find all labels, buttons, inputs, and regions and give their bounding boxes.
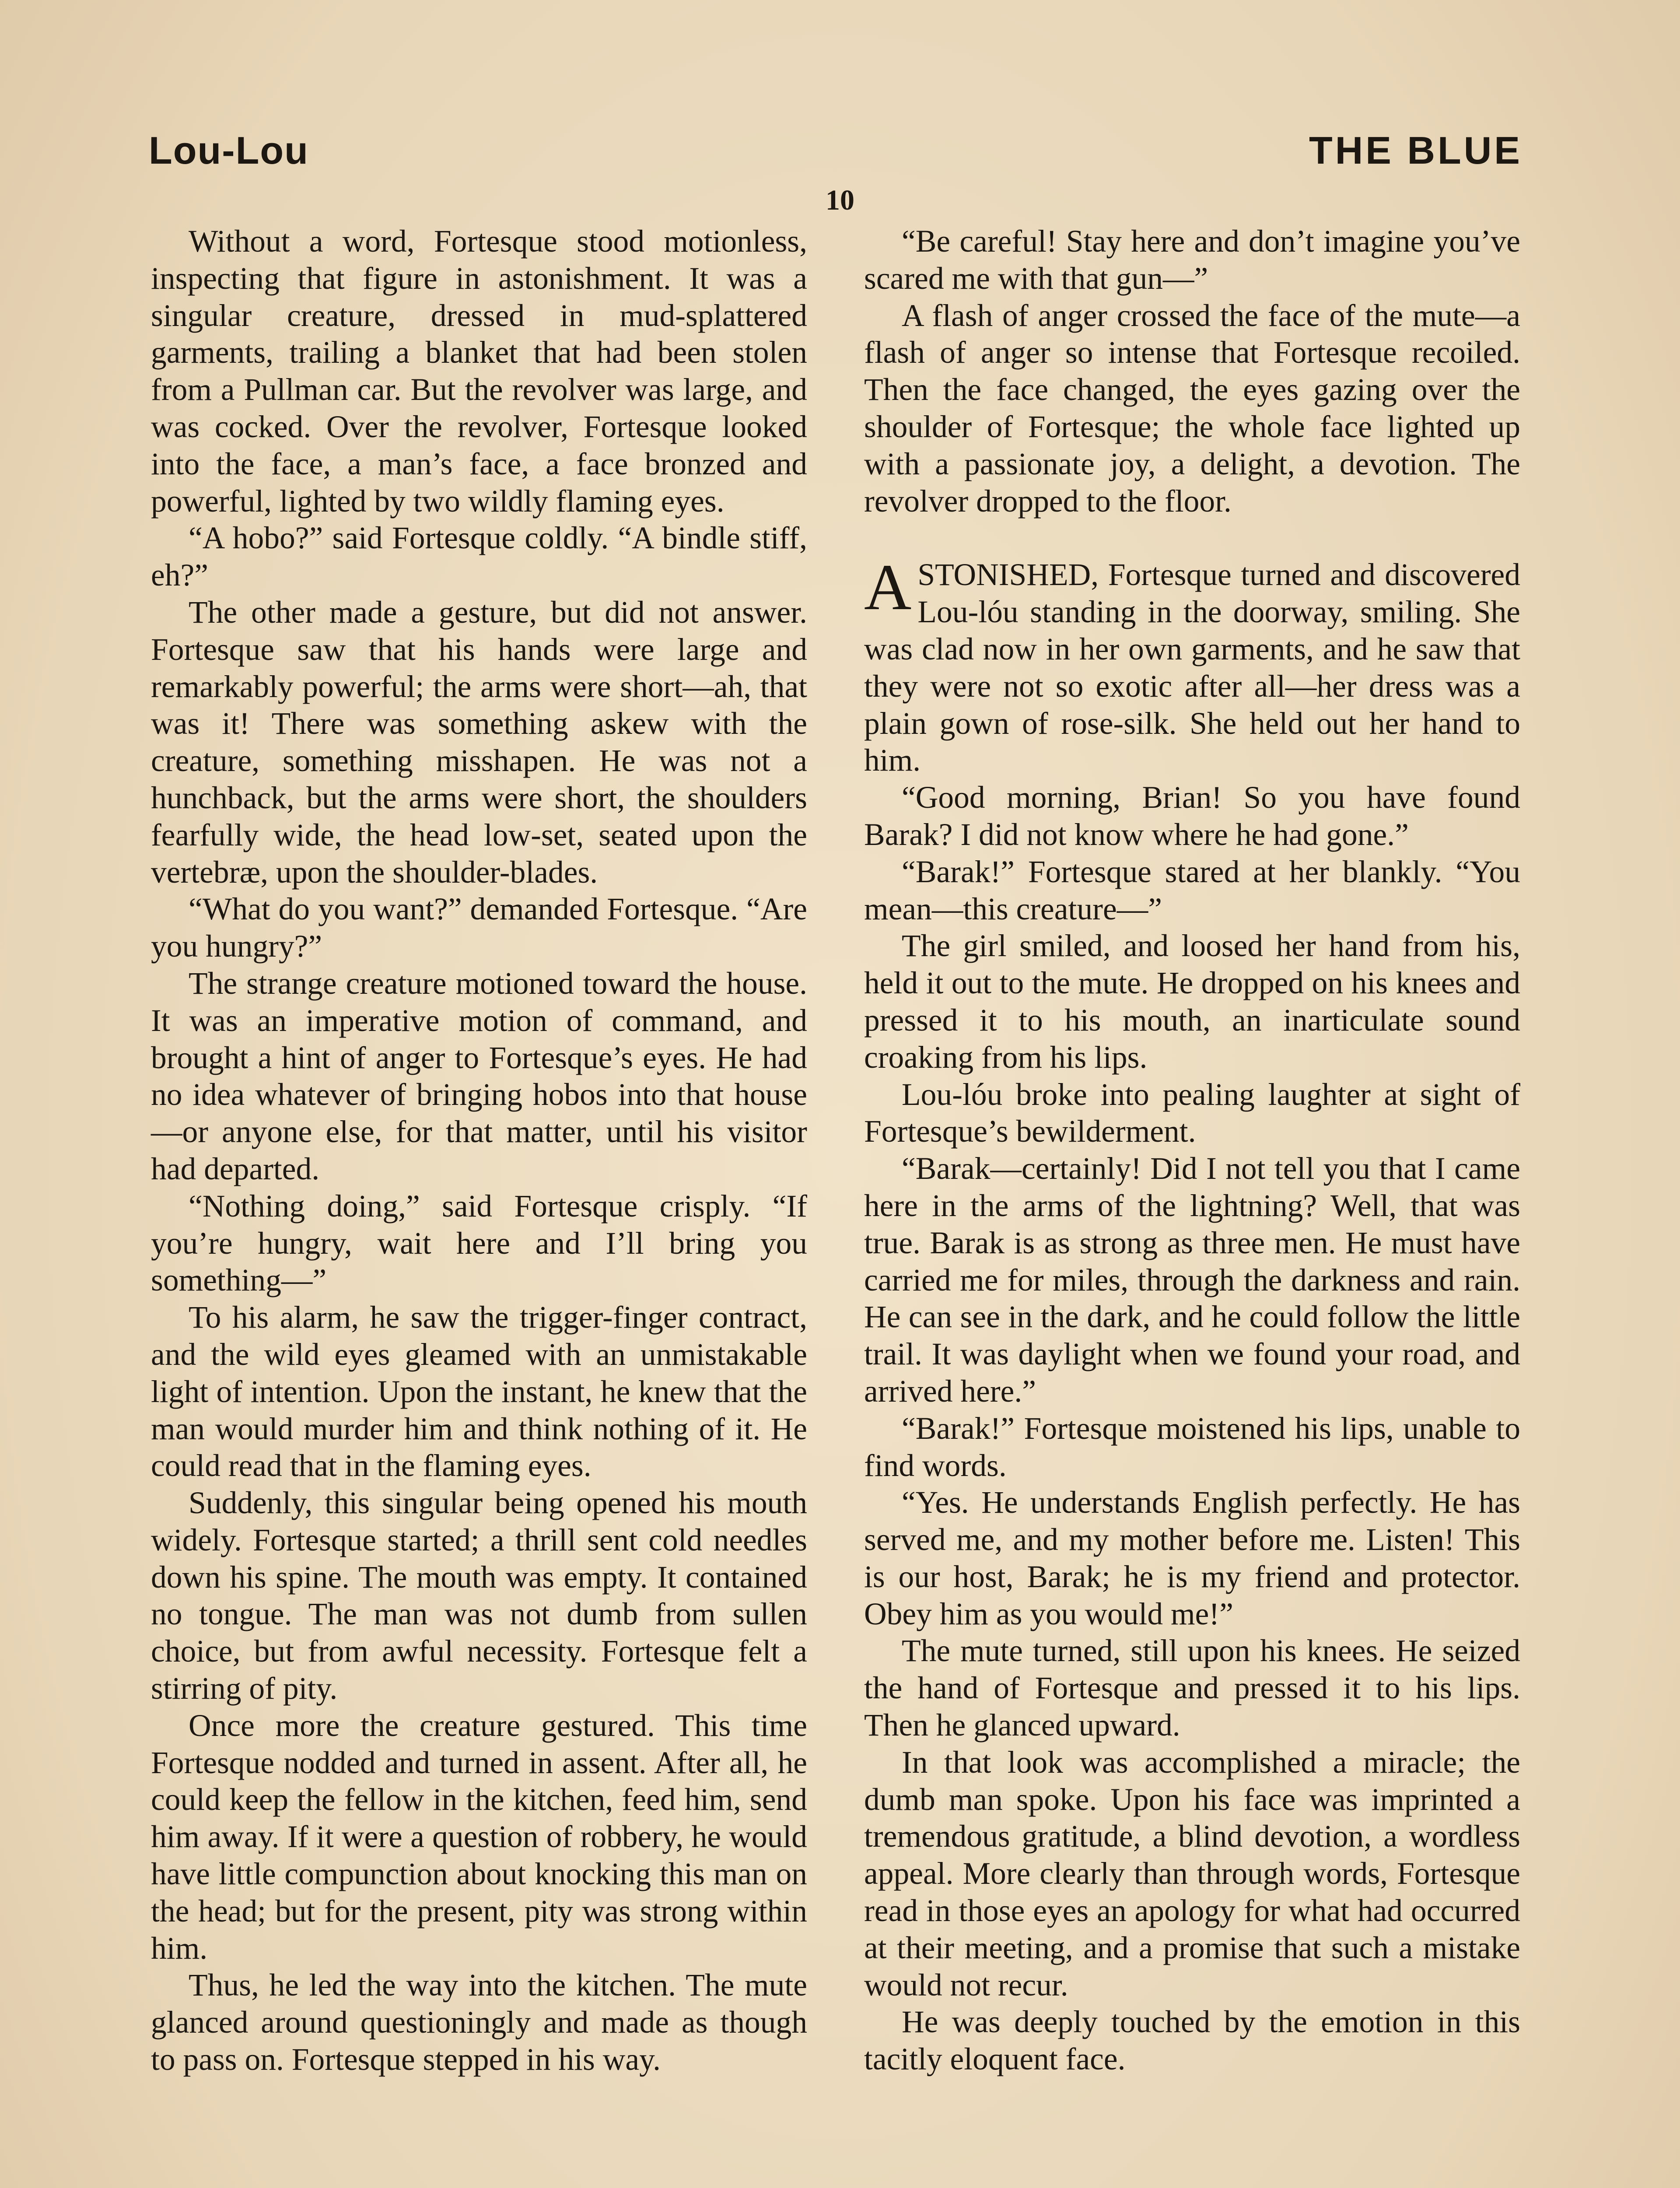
right-text-column — [864, 223, 1520, 2078]
paragraph: “Yes. He understands English perfectly. He has served me, and my mother before me. Listen! This is our host, Barak; he is my friend and protector. Obey him as you would me!” — [864, 1485, 1520, 1631]
paragraph: “Nothing doing,” said Fortesque crisply. “If you’re hungry, wait here and I’ll bring you something—” — [151, 1189, 807, 1298]
section-opening-paragraph — [864, 551, 1520, 779]
paragraph: “Good morning, Brian! So you have found Barak? I did not know where he had gone.” — [864, 780, 1520, 852]
paragraph: “What do you want?” demanded Fortesque. “Are you hungry?” — [151, 892, 807, 964]
paragraph: “A hobo?” said Fortesque coldly. “A bindle stiff, eh?” — [151, 521, 807, 593]
paragraph: The strange creature motioned toward the house. It was an imperative motion of command, and brought a hint of anger to Fortesque’s eyes. He had no idea whatever of bringing hobos into that house—or anyone else, for that matter, until his visitor had departed. — [151, 966, 807, 1186]
paragraph: The girl smiled, and loosed her hand from his, held it out to the mute. He dropped on his knees and pressed it to his mouth, an inarticulate sound croaking from his lips. — [864, 929, 1520, 1075]
drop-cap: A — [864, 551, 912, 624]
paragraph: To his alarm, he saw the trigger-finger contract, and the wild eyes gleamed with an unmistakable light of intention. Upon the instant, he knew that the man would murder him and think nothing of it. He could read that in the flaming eyes. — [151, 1300, 807, 1483]
paragraph: Without a word, Fortesque stood motionless, inspecting that figure in astonishment. It was a singular creature, dressed in mud-splattered garments, trailing a blanket that had been stolen from a Pullman car. But the revolver was large, and was cocked. Over the revolver, Fortesque looked into the face, a man’s face, a face bronzed and powerful, lighted by two wildly flaming eyes. — [151, 224, 807, 519]
paragraph: Once more the creature gestured. This time Fortesque nodded and turned in assent. After all, he could keep the fellow in the kitchen, feed him, send him away. If it were a question of robbery, he would have little compunction about knocking this man on the head; but for the present, pity was strong within him. — [151, 1708, 807, 1966]
paragraph: “Barak—certainly! Did I not tell you that I came here in the arms of the lightning? Well, that was true. Barak is as strong as three men. He must have carried me for miles, through the darkness and rain. He can see in the dark, and he could follow the little trail. It was daylight when we found your road, and arrived here.” — [864, 1151, 1520, 1409]
paragraph: In that look was accomplished a miracle; the dumb man spoke. Upon his face was imprinted a tremendous gratitude, a blind devotion, a wordless appeal. More clearly than through words, Fortesque read in those eyes an apology for what had occurred at their meeting, and a promise that such a mistake would not recur. — [864, 1745, 1520, 2002]
paragraph: The mute turned, still upon his knees. He seized the hand of Fortesque and pressed it to his lips. Then he glanced upward. — [864, 1634, 1520, 1743]
paragraph: “Barak!” Fortesque moistened his lips, unable to find words. — [864, 1411, 1520, 1483]
paragraph: A flash of anger crossed the face of the mute—a flash of anger so intense that Fortesque recoiled. Then the face changed, the eyes gazing over the shoulder of Fortesque; the whole face lighted up with a passionate joy, a delight, a devotion. The revolver dropped to the floor. — [864, 298, 1520, 519]
magazine-title-header: THE BLUE — [1309, 129, 1522, 172]
paragraph: Lou-lóu broke into pealing laughter at sight of Fortesque’s bewilderment. — [864, 1077, 1520, 1149]
paragraph: Thus, he led the way into the kitchen. The mute glanced around questioningly and made as though to pass on. Fortesque stepped in his way. — [151, 1968, 807, 2077]
section-opening-text: STONISHED, Fortesque turned and discovered Lou-lóu standing in the doorway, smiling. She was clad now in her own garments, and he saw that they were not so exotic after all—her dress was a plain gown of rose-silk. She held out her hand to him. — [864, 558, 1520, 778]
left-text-column — [151, 223, 807, 2079]
paragraph: He was deeply touched by the emotion in this tacitly eloquent face. — [864, 2005, 1520, 2077]
paragraph: Suddenly, this singular being opened his mouth widely. Fortesque started; a thrill sent cold needles down his spine. The mouth was empty. It contained no tongue. The man was not dumb from sullen choice, but from awful necessity. Fortesque felt a stirring of pity. — [151, 1486, 807, 1706]
story-title-header: Lou-Lou — [149, 129, 309, 172]
paragraph: “Be careful! Stay here and don’t imagine you’ve scared me with that gun—” — [864, 224, 1520, 296]
paragraph: “Barak!” Fortesque stared at her blankly. “You mean—this creature—” — [864, 854, 1520, 926]
page-number: 10 — [826, 184, 854, 216]
paragraph: The other made a gesture, but did not answer. Fortesque saw that his hands were large and remarkably powerful; the arms were short—ah, that was it! There was something askew with the creature, something misshapen. He was not a hunchback, but the arms were short, the shoulders fearfully wide, the head low-set, seated upon the vertebræ, upon the shoulder-blades. — [151, 595, 807, 890]
